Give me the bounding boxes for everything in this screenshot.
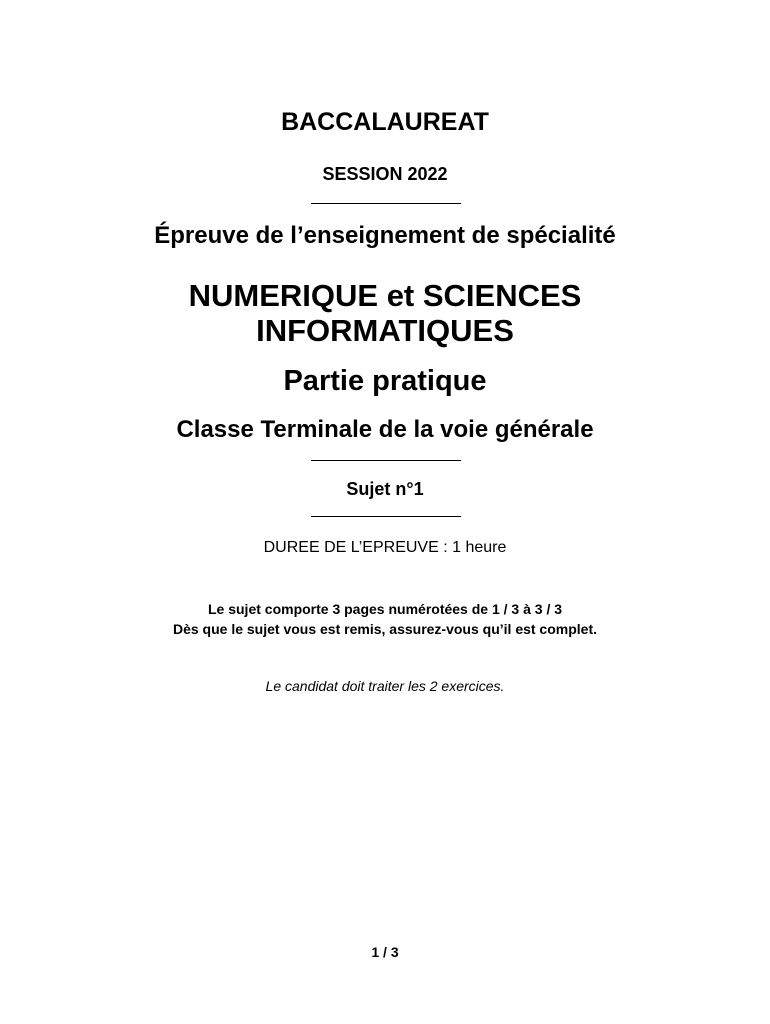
divider-rule: [311, 460, 461, 461]
subject-title-line-1: NUMERIQUE et SCIENCES: [188, 278, 582, 313]
exam-title: BACCALAUREAT: [281, 108, 489, 136]
subject-title-line-2: INFORMATIQUES: [256, 313, 514, 348]
completeness-instruction: Dès que le sujet vous est remis, assurez-vous qu’il est complet.: [172, 621, 598, 637]
part-title: Partie pratique: [283, 365, 487, 397]
divider-rule: [311, 203, 461, 204]
sujet-number: Sujet n°1: [346, 479, 424, 499]
candidate-note: Le candidat doit traiter les 2 exercices.: [265, 678, 505, 694]
epreuve-heading: Épreuve de l’enseignement de spécialité: [154, 222, 616, 249]
session-label: SESSION 2022: [322, 164, 448, 184]
page-number: 1 / 3: [371, 944, 399, 960]
class-title: Classe Terminale de la voie générale: [176, 416, 594, 443]
pages-instruction: Le sujet comporte 3 pages numérotées de 1 / 3 à 3 / 3: [207, 601, 563, 617]
divider-rule: [311, 516, 461, 517]
exam-duration: DUREE DE L’EPREUVE : 1 heure: [263, 539, 507, 556]
